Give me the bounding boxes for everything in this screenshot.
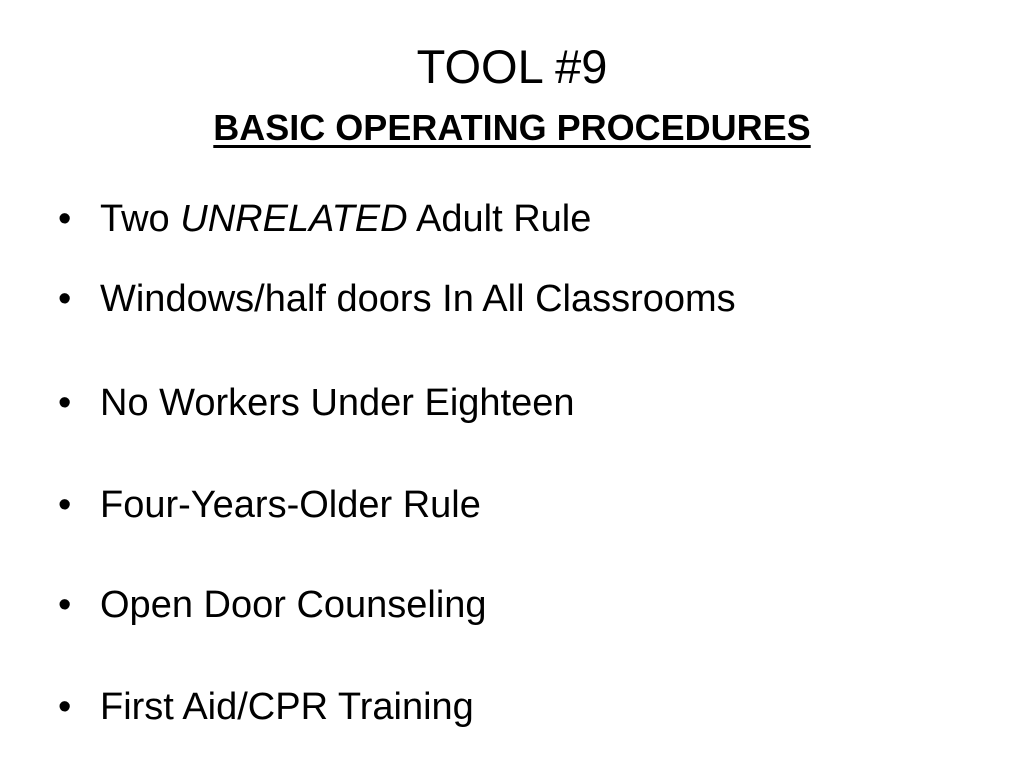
slide-title: TOOL #9 [416, 40, 608, 93]
bullet-icon: • [58, 198, 72, 240]
bullet-item-open-door-counseling [58, 578, 487, 632]
bullet-icon: • [58, 382, 72, 424]
bullet-text: Windows/half doors In All Classrooms [100, 278, 736, 320]
bullet-item-no-workers-under-eighteen [58, 376, 575, 430]
bullet-text-after: Adult Rule [407, 198, 592, 240]
bullet-item-windows-half-doors [58, 272, 736, 326]
bullet-icon: • [58, 686, 72, 728]
bullet-icon: • [58, 278, 72, 320]
bullet-icon: • [58, 484, 72, 526]
bullet-text-emphasis: UNRELATED [180, 198, 408, 240]
bullet-item-first-aid-cpr-training [58, 680, 474, 734]
bullet-text: Four-Years-Older Rule [100, 484, 481, 526]
bullet-icon: • [58, 584, 72, 626]
bullet-text: No Workers Under Eighteen [100, 382, 575, 424]
bullet-text-before: Two [100, 198, 181, 240]
bullet-item-four-years-older-rule [58, 478, 481, 532]
bullet-item-two-unrelated-adult-rule [58, 192, 591, 246]
bullet-text: First Aid/CPR Training [100, 686, 474, 728]
bullet-text: Open Door Counseling [100, 584, 487, 626]
slide-subtitle: BASIC OPERATING PROCEDURES [213, 107, 811, 148]
